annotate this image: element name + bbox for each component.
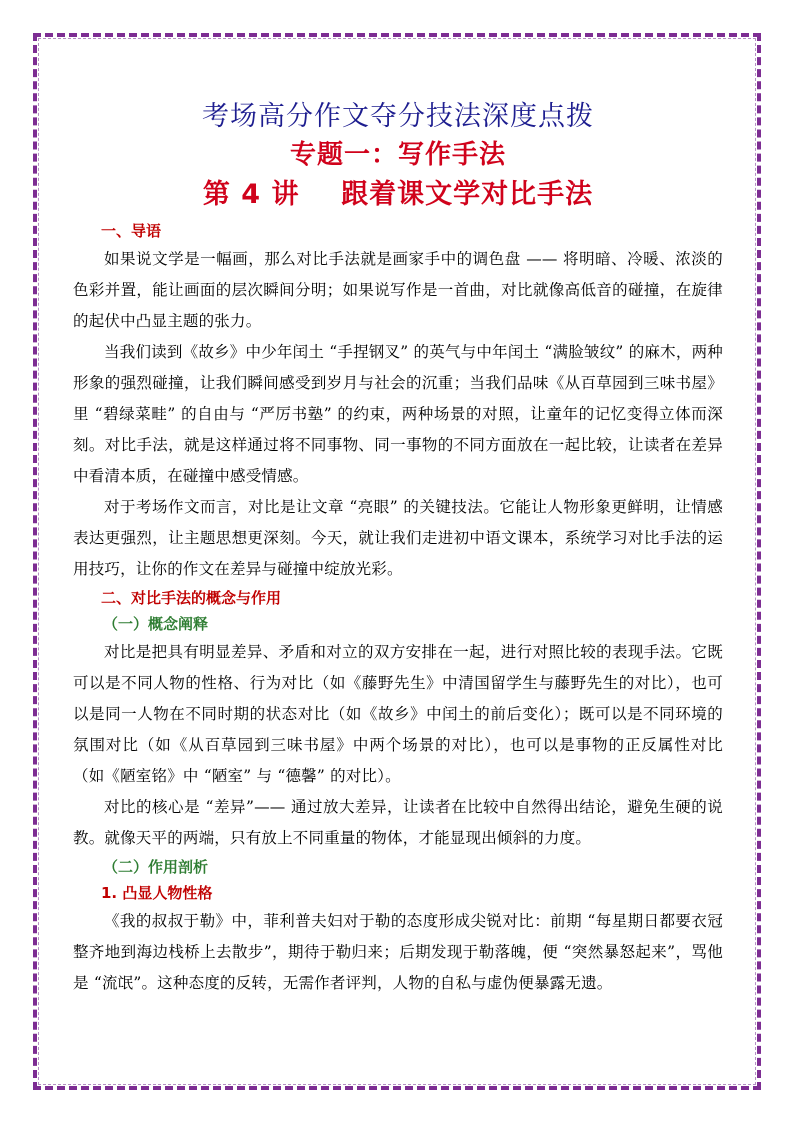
document-body [73, 98, 723, 999]
paragraph: 如果说文学是一幅画，那么对比手法就是画家手中的调色盘 —— 将明暗、冷暖、浓淡的色彩并置，能让画面的层次瞬间分明；如果说写作是一首曲，对比就像高低音的碰撞，在旋律的起伏中凸显主题的张力。 [73, 250, 723, 330]
paragraph: 对比是把具有明显差异、矛盾和对立的双方安排在一起，进行对照比较的表现手法。它既可以是不同人物的性格、行为对比（如《藤野先生》中清国留学生与藤野先生的对比），也可以是同一人物在不同时期的状态对比（如《故乡》中闰土的前后变化）；既可以是不同环境的氛围对比（如《从百草园到三味书屋》中两个场景的对比），也可以是事物的正反属性对比（如《陋室铭》中 “陋室” 与 “德馨” 的对比）。 [73, 643, 723, 785]
paragraph: 当我们读到《故乡》中少年闰土 “手捏钢叉” 的英气与中年闰土 “满脸皱纹” 的麻木，两种形象的强烈碰撞，让我们瞬间感受到岁月与社会的沉重；当我们品味《从百草园到三味书屋》里 “碧绿菜畦” 的自由与 “严厉书塾” 的约束，两种场景的对照，让童年的记忆变得立体而深刻。对比手法，就是这样通过将不同事物、同一事物的不同方面放在一起比较，让读者在差异中看清本质，在碰撞中感受情感。 [73, 343, 723, 485]
paragraph: 对比的核心是 “差异”—— 通过放大差异，让读者在比较中自然得出结论，避免生硬的说教。就像天平的两端，只有放上不同重量的物体，才能显现出倾斜的力度。 [73, 798, 723, 847]
paragraph: 对于考场作文而言，对比是让文章 “亮眼” 的关键技法。它能让人物形象更鲜明，让情感表达更强烈，让主题思想更深刻。今天，就让我们走进初中语文课本，系统学习对比手法的运用技巧，让你的作文在差异与碰撞中绽放光彩。 [73, 498, 723, 578]
effect-heading-1: 1. 凸显人物性格 [101, 884, 213, 902]
section-heading-concept: 二、对比手法的概念与作用 [101, 589, 282, 607]
topic-subtitle: 专题一：写作手法 [289, 140, 506, 170]
document-title: 考场高分作文夺分技法深度点拨 [202, 101, 594, 132]
subsection-heading-effects: （二）作用剖析 [103, 858, 209, 876]
section-heading-intro: 一、导语 [101, 222, 162, 240]
paragraph: 《我的叔叔于勒》中，菲利普夫妇对于勒的态度形成尖锐对比：前期 “每星期日都要衣冠整齐地到海边栈桥上去散步”，期待于勒归来；后期发现于勒落魄，便 “突然暴怒起来”，骂他是 “流氓”。这种态度的反转，无需作者评判，人物的自私与虚伪便暴露无遗。 [73, 912, 723, 992]
lesson-title: 第 4 讲 跟着课文学对比手法 [202, 179, 594, 210]
subsection-heading-definition: （一）概念阐释 [103, 615, 209, 633]
